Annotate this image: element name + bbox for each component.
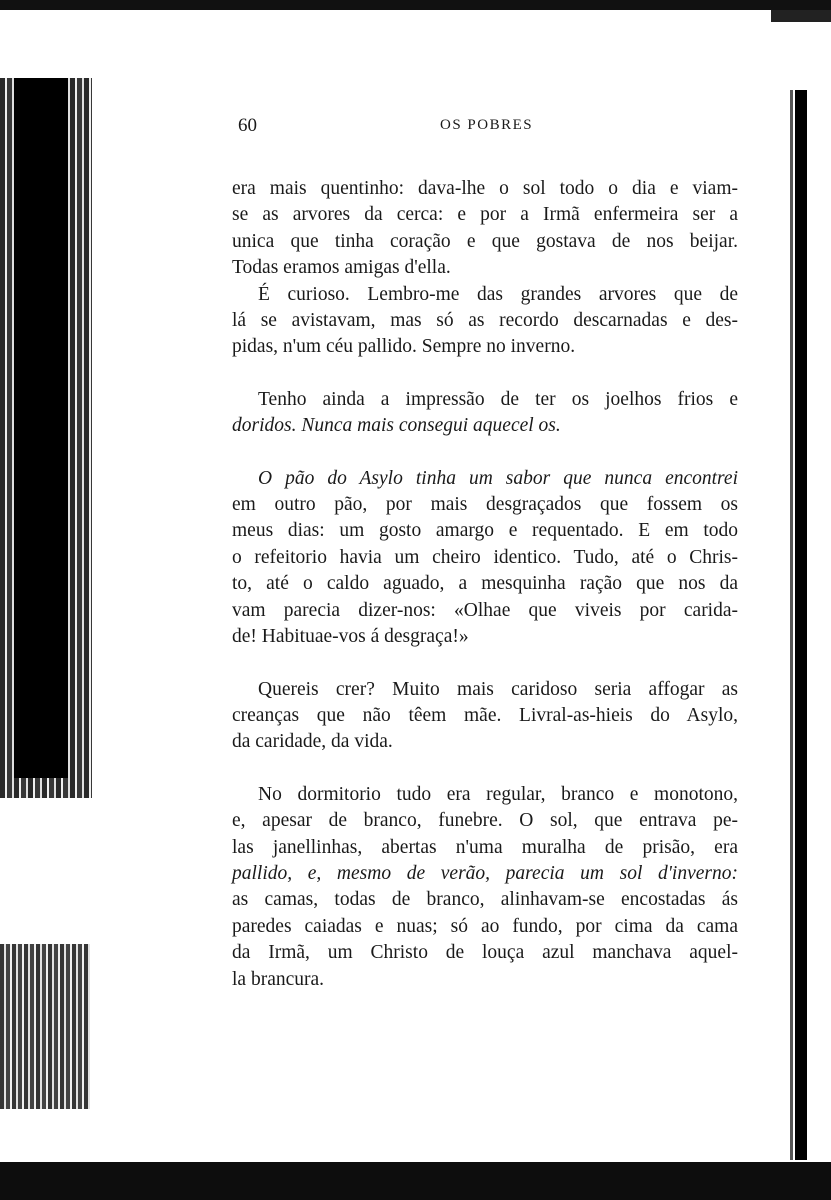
paragraph <box>232 782 738 993</box>
text-line: pallido, e, mesmo de verão, parecia um sol d'inverno: <box>232 862 738 884</box>
text-line: Todas eramos amigas d'ella. <box>232 257 451 279</box>
text-line: No dormitorio tudo era regular, branco e monotono, <box>258 783 738 805</box>
page-number: 60 <box>238 115 257 136</box>
text-line: unica que tinha coração e que gostava de nos beijar. <box>232 230 738 252</box>
scan-bottom-edge <box>0 1162 831 1200</box>
text-line: da Irmã, um Christo de louça azul manchava aquel- <box>232 942 738 964</box>
scan-top-edge <box>0 0 831 10</box>
text-line: paredes caiadas e nuas; só ao fundo, por cima da cama <box>232 915 738 937</box>
paragraph <box>232 466 738 651</box>
text-line: e, apesar de branco, funebre. O sol, que entrava pe- <box>232 810 738 832</box>
text-line: to, até o caldo aguado, a mesquinha ração que nos da <box>232 573 738 595</box>
text-line: de! Habituae-vos á desgraça!» <box>232 626 469 648</box>
running-head <box>0 115 831 139</box>
running-title: OS POBRES <box>440 117 534 133</box>
text-line: É curioso. Lembro-me das grandes arvores que de <box>258 283 738 305</box>
text-line: la brancura. <box>232 968 325 990</box>
text-line: se as arvores da cerca: e por a Irmã enfermeira ser a <box>232 204 738 226</box>
body-text <box>232 176 738 993</box>
text-line: meus dias: um gosto amargo e requentado. E em todo <box>232 520 738 542</box>
scan-right-edge <box>795 90 807 1160</box>
paragraph <box>232 176 738 282</box>
text-line: pidas, n'um céu pallido. Sempre no inverno. <box>232 336 576 358</box>
text-line: doridos. Nunca mais consegui aquecel os. <box>232 415 561 437</box>
text-line: da caridade, da vida. <box>232 731 393 753</box>
scan-right-edge-shadow <box>790 90 793 1160</box>
scan-top-right-edge <box>771 10 831 22</box>
scan-left-edge-lower <box>0 944 90 1109</box>
paragraph <box>232 387 738 440</box>
text-line: creanças que não têem mãe. Livral-as-hieis do Asylo, <box>232 704 738 726</box>
text-line: as camas, todas de branco, alinhavam-se encostadas ás <box>232 889 738 911</box>
text-line: em outro pão, por mais desgraçados que fossem os <box>232 494 738 516</box>
text-line: era mais quentinho: dava-lhe o sol todo o dia e viam- <box>232 178 738 199</box>
text-line: Tenho ainda a impressão de ter os joelhos frios e <box>258 388 738 410</box>
text-line: las janellinhas, abertas n'uma muralha de prisão, era <box>232 836 738 858</box>
text-line: lá se avistavam, mas só as recordo descarnadas e des- <box>232 310 738 332</box>
text-line: vam parecia dizer-nos: «Olhae que viveis por carida- <box>232 599 738 621</box>
paragraph <box>232 282 738 361</box>
text-line: o refeitorio havia um cheiro identico. Tudo, até o Chris- <box>232 546 738 568</box>
paragraph <box>232 677 738 756</box>
text-line: Quereis crer? Muito mais caridoso seria affogar as <box>258 678 738 700</box>
text-line: O pão do Asylo tinha um sabor que nunca encontrei <box>258 467 738 489</box>
scan-left-binding <box>14 78 68 778</box>
